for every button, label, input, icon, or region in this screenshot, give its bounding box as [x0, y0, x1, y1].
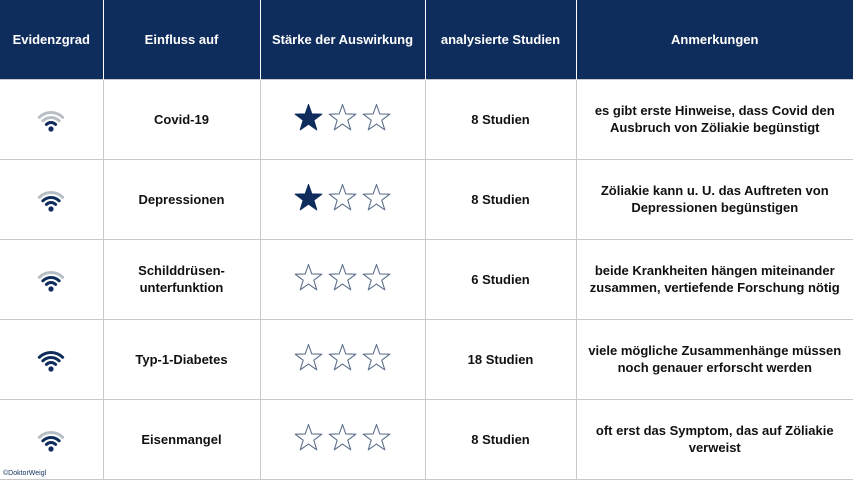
topic-cell: Depressionen: [103, 159, 260, 239]
star-icon: [293, 263, 324, 292]
star-icon: [361, 343, 392, 372]
wifi-signal-icon: [6, 264, 97, 294]
wifi-arc: [47, 283, 56, 285]
note-cell: oft erst das Symptom, das auf Zöliakie verweist: [576, 399, 853, 479]
wifi-arc: [43, 278, 59, 281]
topic-cell: Typ-1-Diabetes: [103, 319, 260, 399]
star-icon: [293, 423, 324, 452]
wifi-arc: [43, 438, 59, 441]
strength-cell: [260, 319, 425, 399]
table-row: [0, 159, 853, 239]
wifi-signal-icon: [6, 184, 97, 214]
studies-cell: 8 Studien: [425, 79, 576, 159]
evidence-cell: [0, 79, 103, 159]
star-empty: [329, 264, 356, 289]
wifi-arc: [43, 358, 59, 361]
header-notes: Anmerkungen: [576, 0, 853, 79]
strength-cell: [260, 399, 425, 479]
topic-cell: Eisenmangel: [103, 399, 260, 479]
note-cell: es gibt erste Hinweise, dass Covid den Ausbruch von Zöliakie begünstigt: [576, 79, 853, 159]
table-row: [0, 239, 853, 319]
wifi-dot: [49, 367, 54, 372]
star-icon: [293, 103, 324, 132]
star-empty: [329, 184, 356, 209]
wifi-arc: [47, 123, 56, 125]
strength-cell: [260, 239, 425, 319]
note-cell: Zöliakie kann u. U. das Auftreten von Depressionen begünstigen: [576, 159, 853, 239]
wifi-dot: [49, 287, 54, 292]
star-icon: [361, 183, 392, 212]
studies-cell: 8 Studien: [425, 399, 576, 479]
star-empty: [363, 264, 390, 289]
wifi-arc: [43, 198, 59, 201]
wifi-signal-icon: [6, 424, 97, 454]
header-studies: analysierte Studien: [425, 0, 576, 79]
header-evidence-level: Evidenzgrad: [0, 0, 103, 79]
star-rating: [293, 103, 392, 132]
star-filled: [295, 184, 322, 209]
star-icon: [327, 183, 358, 212]
wifi-signal-icon: [6, 104, 97, 134]
star-empty: [363, 344, 390, 369]
evidence-cell: [0, 239, 103, 319]
evidence-cell: [0, 399, 103, 479]
star-rating: [293, 183, 392, 212]
wifi-dot: [49, 447, 54, 452]
star-icon: [327, 263, 358, 292]
header-topic: Einfluss auf: [103, 0, 260, 79]
note-cell: viele mögliche Zusammenhänge müssen noch genauer erforscht werden: [576, 319, 853, 399]
star-icon: [327, 423, 358, 452]
star-empty: [329, 424, 356, 449]
topic-cell: Schilddrüsen- unterfunktion: [103, 239, 260, 319]
star-rating: [293, 343, 392, 372]
star-empty: [329, 104, 356, 129]
studies-cell: 18 Studien: [425, 319, 576, 399]
strength-cell: [260, 79, 425, 159]
table-row: [0, 399, 853, 479]
evidence-cell: [0, 159, 103, 239]
wifi-dot: [49, 126, 54, 131]
studies-cell: 6 Studien: [425, 239, 576, 319]
star-empty: [295, 424, 322, 449]
star-icon: [293, 343, 324, 372]
wifi-dot: [49, 207, 54, 212]
studies-cell: 8 Studien: [425, 159, 576, 239]
star-empty: [363, 104, 390, 129]
strength-cell: [260, 159, 425, 239]
star-filled: [295, 104, 322, 129]
header-strength: Stärke der Auswirkung: [260, 0, 425, 79]
star-icon: [361, 263, 392, 292]
wifi-arc: [47, 443, 56, 445]
star-empty: [295, 264, 322, 289]
star-empty: [363, 424, 390, 449]
star-rating: [293, 423, 392, 452]
wifi-arc: [43, 118, 59, 121]
star-empty: [363, 184, 390, 209]
star-icon: [361, 103, 392, 132]
star-rating: [293, 263, 392, 292]
evidence-cell: [0, 319, 103, 399]
wifi-signal-icon: [6, 344, 97, 374]
header-row: [0, 0, 853, 79]
star-icon: [361, 423, 392, 452]
star-icon: [293, 183, 324, 212]
wifi-arc: [47, 363, 56, 365]
star-icon: [327, 103, 358, 132]
note-cell: beide Krankheiten hängen miteinander zusammen, vertiefende Forschung nötig: [576, 239, 853, 319]
copyright-label: ©DoktorWeigl: [3, 470, 47, 477]
topic-cell: Covid-19: [103, 79, 260, 159]
table-row: [0, 79, 853, 159]
star-empty: [295, 344, 322, 369]
table-row: [0, 319, 853, 399]
star-icon: [327, 343, 358, 372]
star-empty: [329, 344, 356, 369]
wifi-arc: [47, 203, 56, 205]
